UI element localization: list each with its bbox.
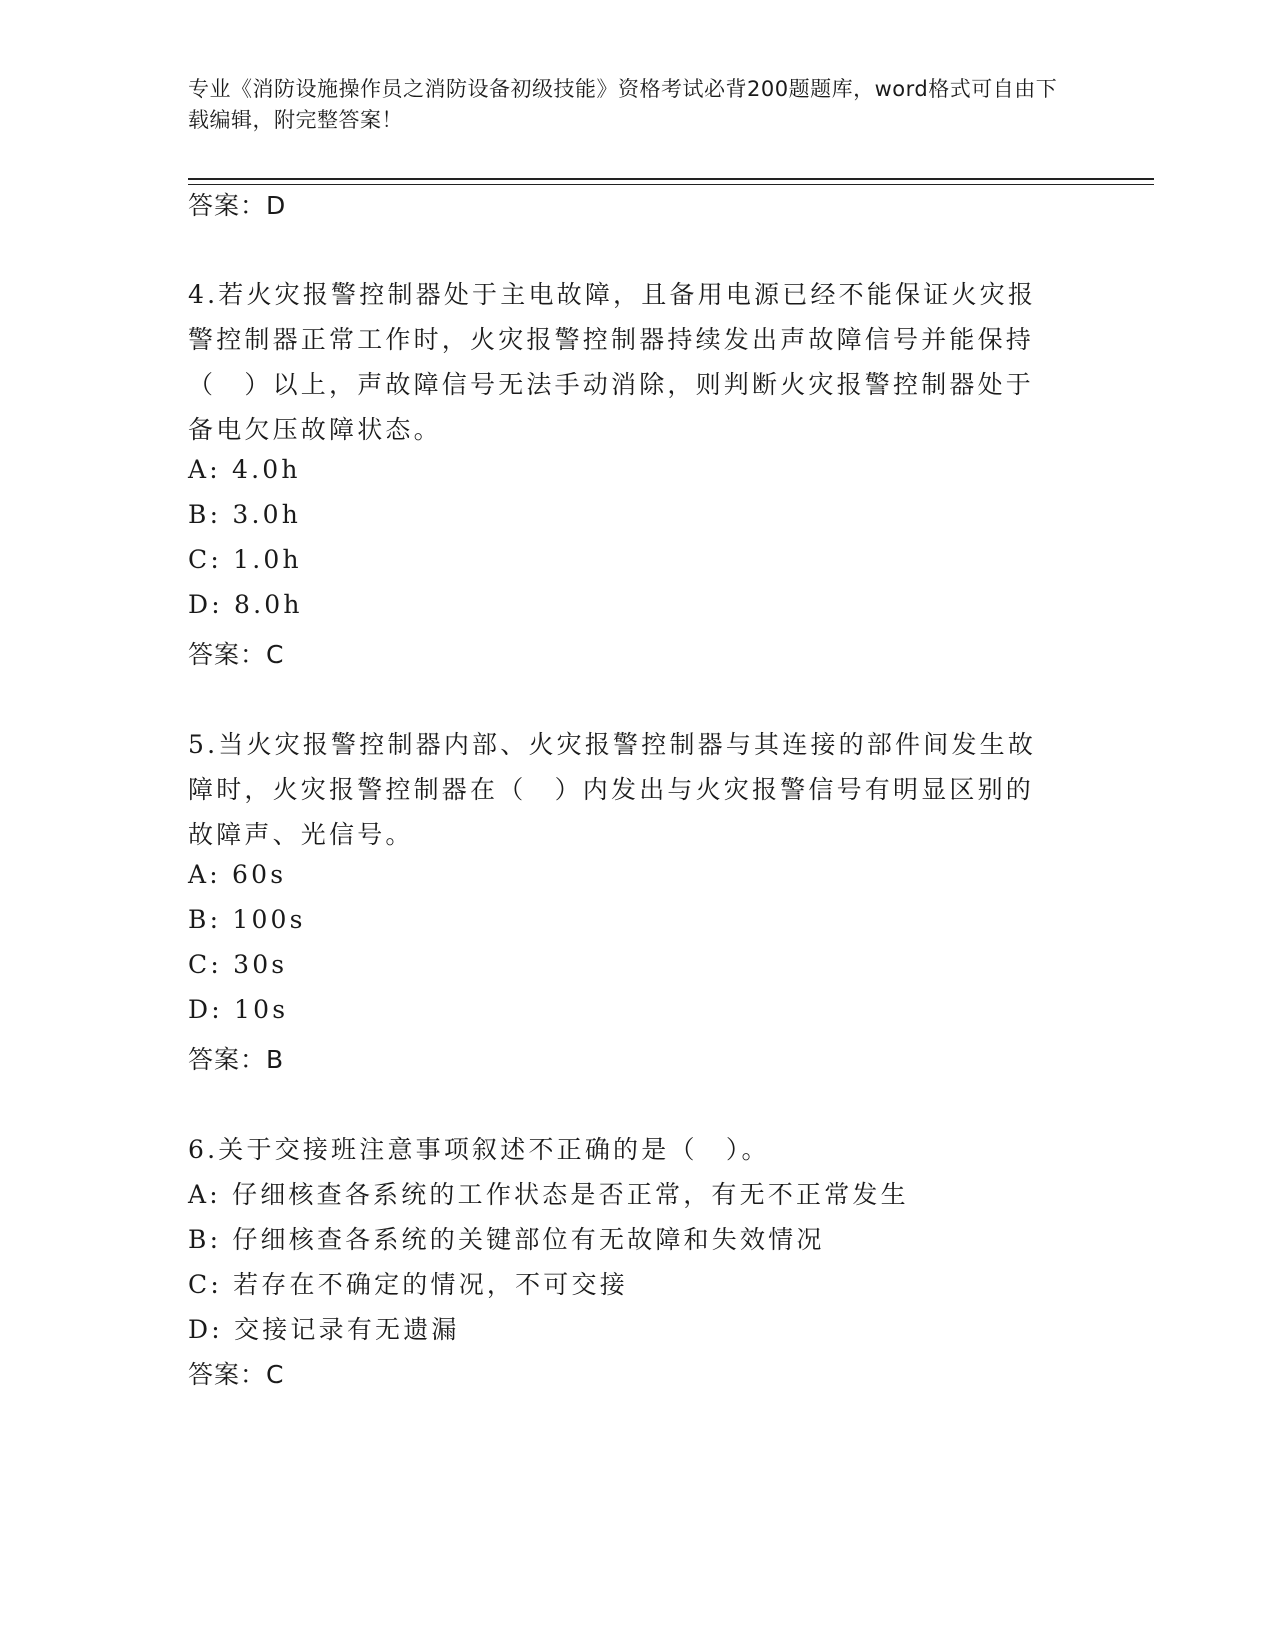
question-4-stem-line-2: 警控制器正常工作时，火灾报警控制器持续发出声故障信号并能保持 xyxy=(188,325,1035,354)
answer-previous: 答案：D xyxy=(188,191,287,220)
question-4-option-b: B: 3.0h xyxy=(188,500,302,529)
question-6-option-b: B: 仔细核查各系统的关键部位有无故障和失效情况 xyxy=(188,1225,825,1254)
question-5-stem-line-1: 5.当火灾报警控制器内部、火灾报警控制器与其连接的部件间发生故 xyxy=(188,730,1037,759)
question-6-option-c: C: 若存在不确定的情况，不可交接 xyxy=(188,1270,628,1299)
question-5-option-c: C: 30s xyxy=(188,950,288,979)
document-header: 专业《消防设施操作员之消防设备初级技能》资格考试必背200题题库，word格式可自由下载编辑，附完整答案！ xyxy=(188,77,1058,132)
question-4-option-c: C: 1.0h xyxy=(188,545,302,574)
question-4-option-d: D: 8.0h xyxy=(188,590,303,619)
question-6-option-d: D: 交接记录有无遗漏 xyxy=(188,1315,460,1344)
question-4-answer: 答案：C xyxy=(188,640,285,669)
header-rule-thin xyxy=(188,184,1154,185)
question-5-option-b: B: 100s xyxy=(188,905,306,934)
question-4-stem-line-1: 4.若火灾报警控制器处于主电故障，且备用电源已经不能保证火灾报 xyxy=(188,280,1037,309)
question-5-answer: 答案：B xyxy=(188,1045,285,1074)
question-5-stem-line-3: 故障声、光信号。 xyxy=(188,820,414,849)
question-4-stem-line-3: （ ）以上，声故障信号无法手动消除，则判断火灾报警控制器处于 xyxy=(188,370,1035,399)
question-4-option-a: A: 4.0h xyxy=(188,455,301,484)
question-4-stem-line-4: 备电欠压故障状态。 xyxy=(188,415,442,444)
question-6-stem-line-1: 6.关于交接班注意事项叙述不正确的是（ ）。 xyxy=(188,1135,770,1164)
question-6-option-a: A: 仔细核查各系统的工作状态是否正常，有无不正常发生 xyxy=(188,1180,909,1209)
question-6-answer: 答案：C xyxy=(188,1360,285,1389)
question-5-option-d: D: 10s xyxy=(188,995,289,1024)
question-5-stem-line-2: 障时，火灾报警控制器在（ ）内发出与火灾报警信号有明显区别的 xyxy=(188,775,1035,804)
header-rule-thick xyxy=(188,178,1154,180)
question-5-option-a: A: 60s xyxy=(188,860,287,889)
